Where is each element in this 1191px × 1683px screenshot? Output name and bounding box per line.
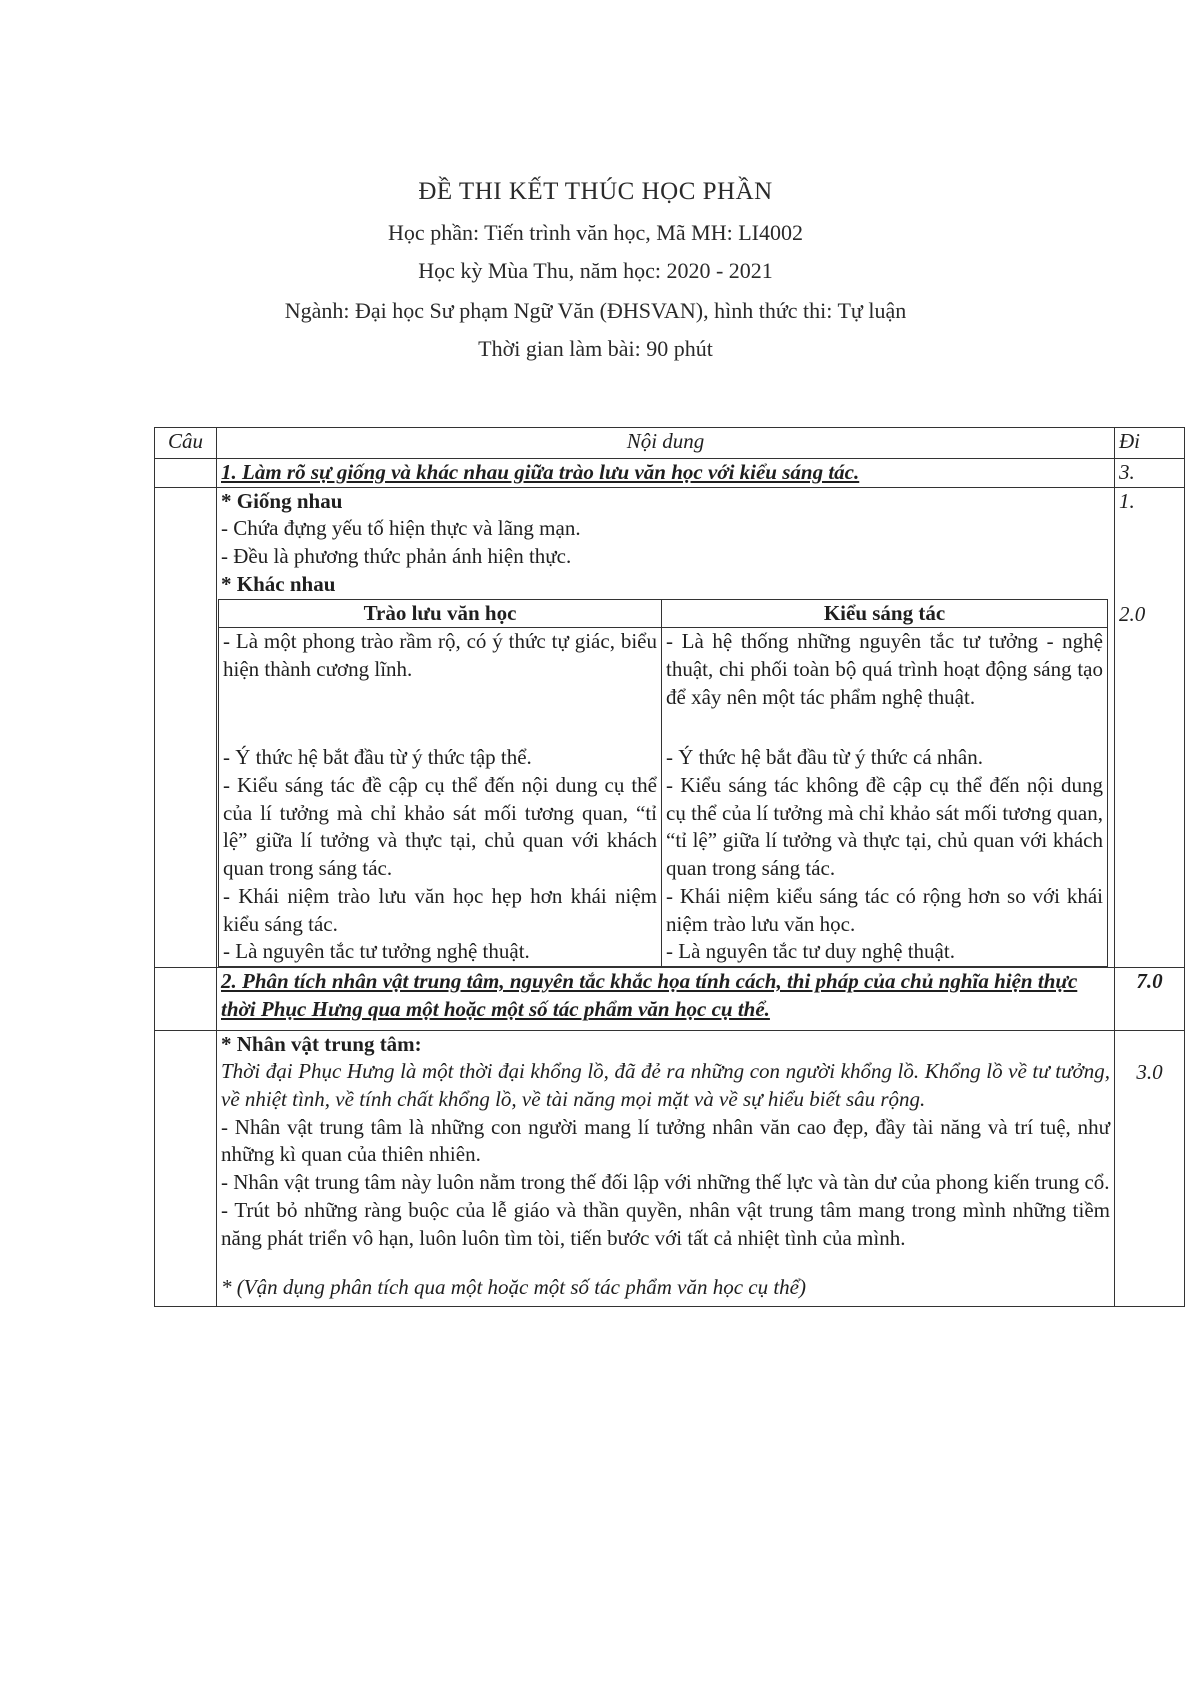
q1-heading-row xyxy=(155,459,1185,488)
duration-info: Thời gian làm bài: 90 phút xyxy=(478,336,713,361)
q2-central-item: - Nhân vật trung tâm này luôn nằm trong thế đối lập với những thế lực và tàn dư của phong kiến trung cổ. xyxy=(221,1170,1110,1195)
q1-score: 3. xyxy=(1115,459,1185,488)
exam-content-table xyxy=(154,427,1185,1307)
q1-similar-title: * Giống nhau xyxy=(221,488,343,513)
comparison-row xyxy=(219,628,1108,745)
q2-score: 7.0 xyxy=(1115,968,1185,1030)
comparison-right-cell: - Khái niệm kiểu sáng tác có rộng hơn so với khái niệm trào lưu văn học. xyxy=(662,883,1108,938)
comparison-right-cell: - Là nguyên tắc tư duy nghệ thuật. xyxy=(662,938,1108,966)
comparison-col-left: Trào lưu văn học xyxy=(219,599,662,628)
comparison-right-cell: - Là hệ thống những nguyên tắc tư tưởng - nghệ thuật, chi phối toàn bộ quá trình hoạt động sáng tạo để xây nên một tác phẩm nghệ thuật. xyxy=(662,628,1108,745)
q1-similar-score: 1. xyxy=(1119,488,1135,513)
spacer xyxy=(221,1252,1110,1274)
comparison-left-cell: - Kiểu sáng tác đề cập cụ thể đến nội dung cụ thể của lí tưởng mà chỉ khảo sát mối tương quan, “tỉ lệ” giữa lí tưởng và thực tại, chủ quan với khách quan trong sáng tác. xyxy=(219,772,662,883)
q1-similar-item: - Chứa đựng yếu tố hiện thực và lãng mạn. xyxy=(221,516,581,541)
comparison-row xyxy=(219,772,1108,883)
comparison-col-right: Kiểu sáng tác xyxy=(662,599,1108,628)
table-header-row xyxy=(155,428,1185,459)
col-header-cau: Câu xyxy=(155,428,217,459)
semester-info: Học kỳ Mùa Thu, năm học: 2020 - 2021 xyxy=(418,258,773,283)
comparison-row xyxy=(219,938,1108,966)
q1-diff-score: 2.0 xyxy=(1119,602,1146,627)
q1-similar-item: - Đều là phương thức phản ánh hiện thực. xyxy=(221,544,572,569)
comparison-left-cell: - Khái niệm trào lưu văn học hẹp hơn khái niệm kiểu sáng tác. xyxy=(219,883,662,938)
comparison-right-cell: - Kiểu sáng tác không đề cập cụ thể đến nội dung cụ thể của lí tưởng mà chỉ khảo sát mối tương quan, “tỉ lệ” giữa lí tưởng và thực tại, chủ quan với khách quan trong sáng tác. xyxy=(662,772,1108,883)
q2-central-item: - Nhân vật trung tâm là những con người mang lí tưởng nhân văn cao đẹp, đầy tài năng và trí tuệ, như những kì quan của thiên nhiên. xyxy=(221,1114,1110,1167)
q2-cau-cell xyxy=(155,968,217,1030)
col-header-diem: Đi xyxy=(1115,428,1185,459)
q2-central-score: 3.0 xyxy=(1115,1030,1185,1306)
q2-heading-cell xyxy=(217,968,1115,1030)
course-info: Học phần: Tiến trình văn học, Mã MH: LI4002 xyxy=(388,220,803,245)
q2-central-item: - Trút bỏ những ràng buộc của lễ giáo và thần quyền, nhân vật trung tâm mang trong mình những tiềm năng phát triển vô hạn, luôn luôn tìm tòi, tiến bước với tất cả nhiệt tình của mình. xyxy=(221,1197,1110,1250)
q2-heading-row xyxy=(155,968,1185,1030)
q1-cau-cell xyxy=(155,459,217,488)
q1-body-cau-cell xyxy=(155,487,217,967)
q1-comparison-table xyxy=(218,599,1108,967)
comparison-row xyxy=(219,744,1108,772)
q2-body-row xyxy=(155,1030,1185,1306)
exam-title: ĐỀ THI KẾT THÚC HỌC PHẦN xyxy=(418,178,773,205)
q2-body-cell xyxy=(217,1030,1115,1306)
q2-central-intro: Thời đại Phục Hưng là một thời đại khổng lồ, đã đẻ ra những con người khổng lồ. Khổng lồ về tư tưởng, về nhiệt tình, về tính chất khổng lồ, về tài năng mọi mặt và về sự hiểu biết sâu rộng. xyxy=(221,1059,1110,1111)
comparison-left-cell: - Là nguyên tắc tư tưởng nghệ thuật. xyxy=(219,938,662,966)
q1-heading-cell xyxy=(217,459,1115,488)
q1-body-cell xyxy=(217,487,1115,967)
comparison-left-cell: - Ý thức hệ bắt đầu từ ý thức tập thể. xyxy=(219,744,662,772)
q2-body-cau-cell xyxy=(155,1030,217,1306)
comparison-right-cell: - Ý thức hệ bắt đầu từ ý thức cá nhân. xyxy=(662,744,1108,772)
comparison-header-row xyxy=(219,599,1108,628)
q1-body-row xyxy=(155,487,1185,967)
program-info: Ngành: Đại học Sư phạm Ngữ Văn (ĐHSVAN), hình thức thi: Tự luận xyxy=(284,298,907,323)
q1-heading: 1. Làm rõ sự giống và khác nhau giữa trào lưu văn học với kiểu sáng tác. xyxy=(221,460,860,484)
q2-heading: 2. Phân tích nhân vật trung tâm, nguyên tắc khắc họa tính cách, thi pháp của chủ nghĩa hiện thực thời Phục Hưng qua một hoặc một số tác phẩm văn học cụ thể. xyxy=(221,969,1078,1021)
q2-apply-note: * (Vận dụng phân tích qua một hoặc một số tác phẩm văn học cụ thể) xyxy=(221,1275,806,1300)
comparison-row xyxy=(219,883,1108,938)
q1-body-score-cell xyxy=(1115,487,1185,967)
comparison-left-cell: - Là một phong trào rầm rộ, có ý thức tự giác, biểu hiện thành cương lĩnh. xyxy=(219,628,662,745)
col-header-noidung: Nội dung xyxy=(217,428,1115,459)
q2-central-title: * Nhân vật trung tâm: xyxy=(221,1031,422,1056)
q1-diff-title: * Khác nhau xyxy=(221,571,336,596)
